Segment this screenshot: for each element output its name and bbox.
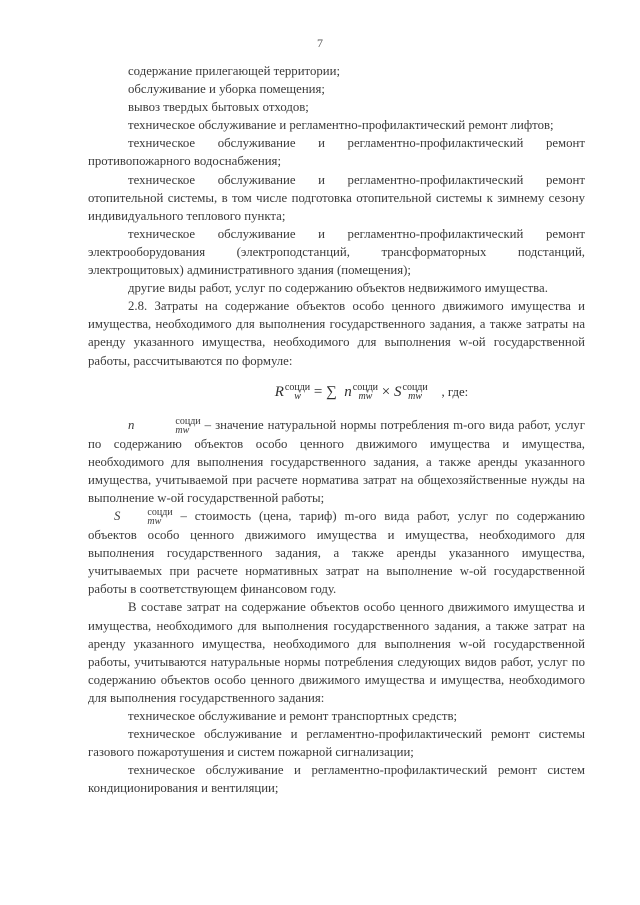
list-item: техническое обслуживание и регламентно-профилактический ремонт лифтов; (128, 118, 554, 133)
list-item: другие виды работ, услуг по содержанию объектов недвижимого имущества. (128, 281, 548, 296)
def-n-sub: mw (175, 424, 190, 436)
list-item: техническое обслуживание и ремонт транспортных средств; (128, 709, 458, 724)
section-2-8-paragraph: 2.8. Затраты на содержание объектов особо ценного движимого имущества и имущества, необходимого для выполнения государственного задания, а также затраты на аренду указанного имущества, необходимого для выполнения w-ой государственной работы, рассчитываются по формуле: (88, 299, 585, 368)
def-s-symbol: S (114, 509, 121, 524)
list-item: содержание прилегающей территории; (128, 64, 341, 78)
formula-where: , где: (441, 384, 469, 399)
formula-sup: соцди (352, 382, 379, 394)
def-s-sub: mw (147, 516, 162, 528)
def-s-sup: соцди (147, 507, 173, 519)
def-n-symbol: n (128, 417, 135, 432)
formula-sup: соцди (284, 382, 311, 394)
list-item: обслуживание и уборка помещения; (128, 82, 325, 97)
formula-eq-sum: = ∑ (313, 383, 337, 400)
list-item: техническое обслуживание и регламентно-профилактический ремонт системы газового пожаротушения и систем пожарной сигнализации; (88, 727, 585, 760)
cost-formula (158, 377, 585, 407)
list-item: техническое обслуживание и регламентно-профилактический ремонт электрооборудования (электроподстанций, трансформаторных подстанций, электрощитовых) административного здания (помещения); (88, 226, 585, 278)
formula-sub-w: w (294, 391, 301, 403)
definition-n (88, 416, 585, 507)
definition-s (88, 507, 585, 598)
composition-paragraph: В составе затрат на содержание объектов особо ценного движимого имущества и имущества, необходимого для выполнения государственного задания, а также затрат на аренду указанного имущества, необходимого для выполнения w-ой государственной работы, учитываются натуральные нормы потребления следующих видов работ, услуг по содержанию объектов особо ценного движимого имущества и имущества, необходимого для выполнения государственного задания: (88, 600, 585, 705)
list-item: вывоз твердых бытовых отходов; (128, 100, 309, 115)
formula-sub-mw: mw (358, 391, 373, 403)
formula-sub-mw: mw (408, 391, 423, 403)
formula-sup: соцди (402, 382, 428, 394)
list-item: техническое обслуживание и регламентно-профилактический ремонт противопожарного водоснабжения; (88, 136, 585, 169)
definition-s-text: – стоимость (цена, тариф) m-ого вида работ, услуг по содержанию объектов особо ценного движимого имущества и имущества, необходимого для выполнения государственного задания, а также аренды указанного имущества, учитываемых при расчете нормативных затрат на выполнение w-ой государственной работы в соответствующем финансовом году. (88, 509, 585, 597)
list-item: техническое обслуживание и регламентно-профилактический ремонт систем кондиционирования и вентиляции; (88, 763, 585, 796)
formula-s: S (394, 383, 402, 400)
definition-n-text: – значение натуральной нормы потребления m-ого вида работ, услуг по содержанию объектов особо ценного движимого имущества и имущества, необходимого для выполнения государственного задания, а также аренды указанного имущества, учитываемой при расчете норматива затрат на общехозяйственные нужды на выполнение w-ой государственной работы; (88, 417, 585, 505)
formula-times: × (381, 383, 391, 400)
page-number: 7 (317, 36, 323, 50)
formula-r: R (274, 383, 284, 400)
formula-n: n (344, 383, 352, 400)
def-n-sup: соцди (175, 415, 201, 427)
document-body (88, 62, 585, 798)
list-item: техническое обслуживание и регламентно-профилактический ремонт отопительной системы, в том числе подготовка отопительной системы к зимнему сезону индивидуального теплового пункта; (88, 172, 585, 223)
